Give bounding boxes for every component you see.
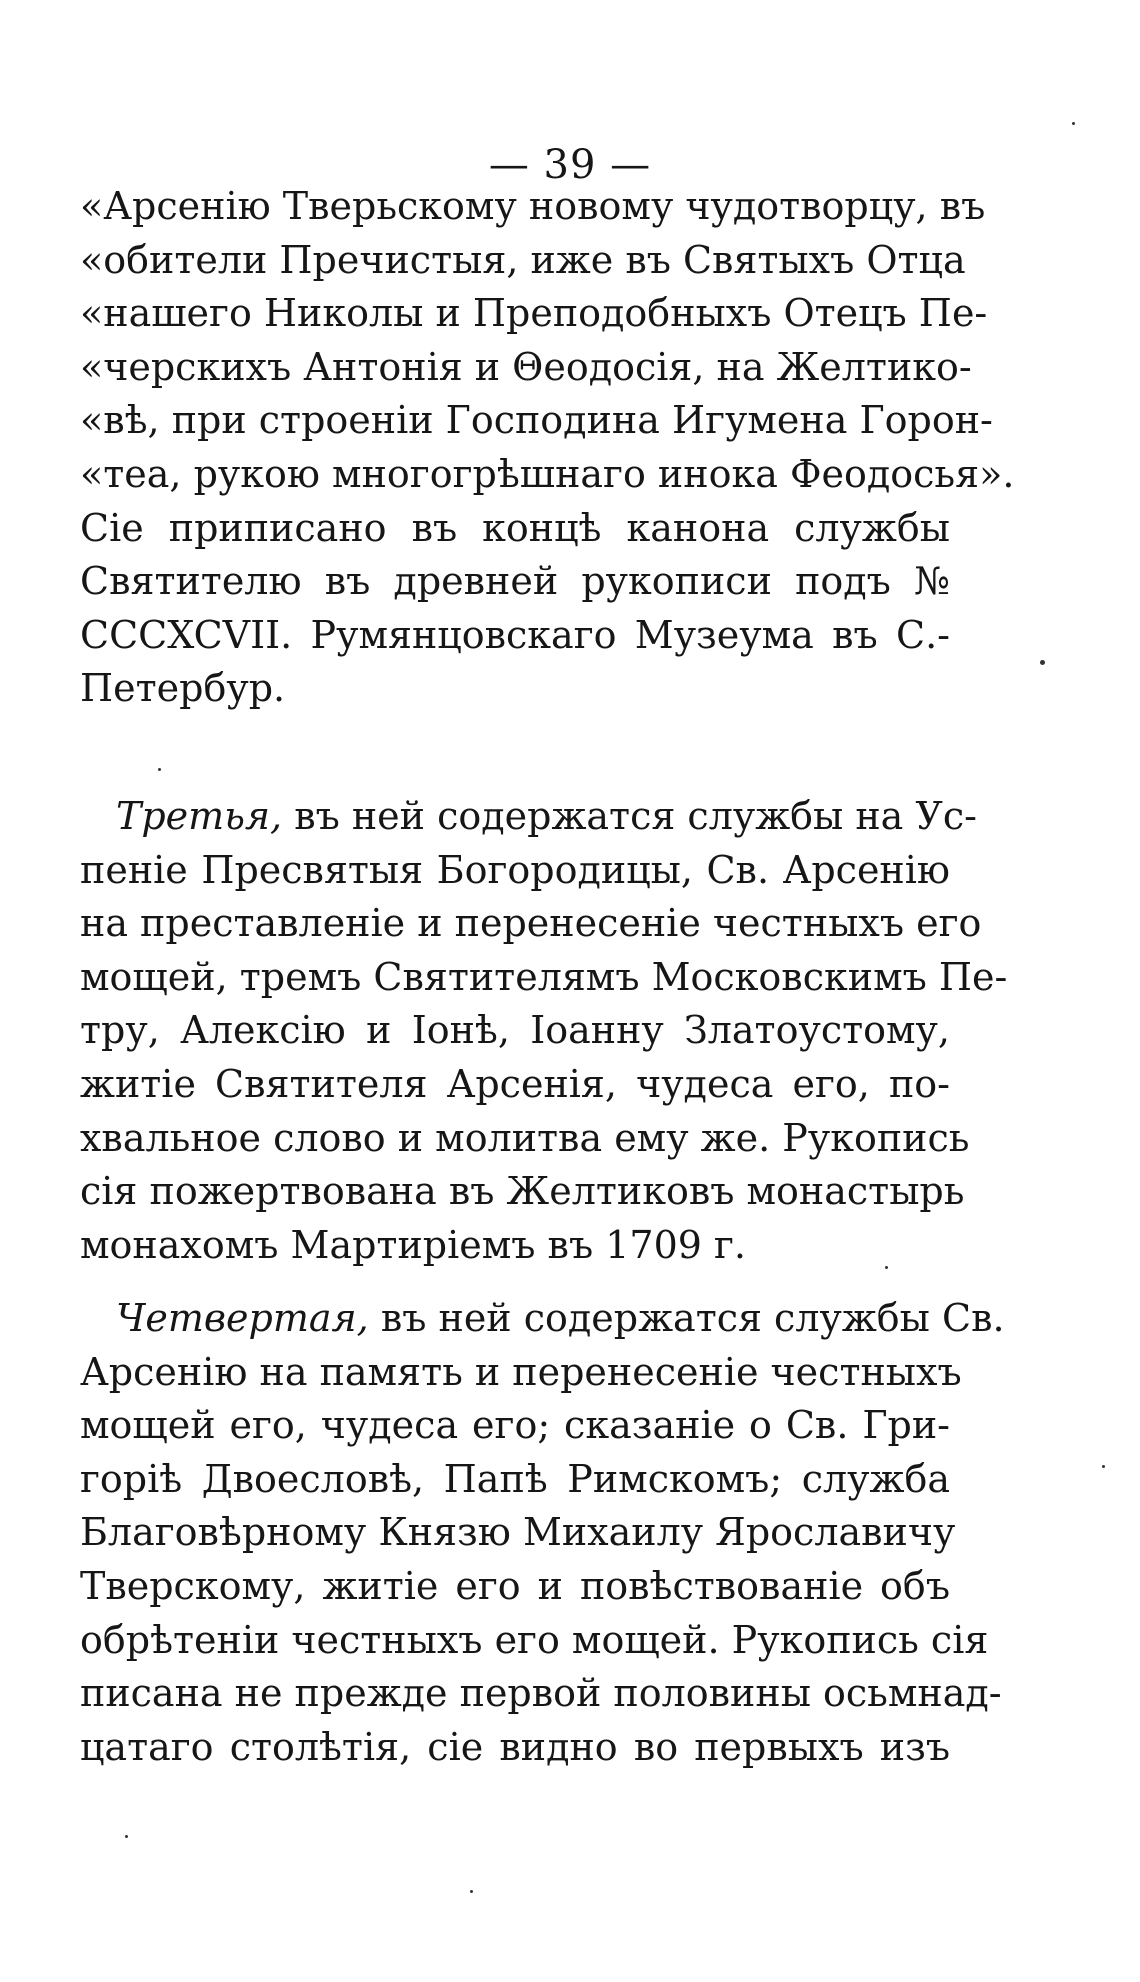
scan-speck [470,1890,473,1893]
text-line: хвальное слово и молитва ему же. Рукопись [80,1115,970,1160]
text-line: «вѣ, при строеніи Господина Игумена Горон- [80,398,993,443]
text-line: мощей, тремъ Святителямъ Московскимъ Пе- [80,954,1008,999]
text-line: на преставленіе и перенесеніе честныхъ его [80,901,982,946]
text-line: «теа, рукою многогрѣшнаго инока Феодосья». [80,451,1015,496]
text-line: Святителю въ древней рукописи подъ № [80,559,950,604]
text-line [80,1292,1005,1346]
text-line: «Арсенію Тверьскому новому чудотворцу, въ [80,184,986,228]
text-line: цатаго столѣтія, сіе видно во первыхъ изъ [80,1724,950,1769]
text-line: обрѣтеніи честныхъ его мощей. Рукопись сія [80,1617,989,1662]
text-line: Сіе приписано въ концѣ канона службы [80,505,950,550]
scan-speck [1102,1465,1105,1468]
text-line: писана не прежде первой половины осьмнад- [80,1671,1002,1716]
text-line: пеніе Пресвятыя Богородицы, Св. Арсенію [80,847,950,892]
text-line: монахомъ Мартиріемъ въ 1709 г. [80,1222,746,1267]
paragraph-lead-word: Четвертая, [116,1296,369,1340]
text-line: «черскихъ Антонія и Θеодосія, на Желтико- [80,344,972,389]
text-line: «обители Пречистыя, иже въ Святыхъ Отца [80,237,966,282]
paragraph-2 [80,790,1008,1272]
text-line [80,790,977,844]
paragraph-lead-word: Третья, [116,794,283,838]
text-line: CCCXCVII. Румянцовскаго Музеума въ С.- [80,612,950,657]
text-fragment: въ ней содержатся службы Св. [368,1296,1005,1340]
scan-speck [158,768,161,771]
text-line: Петербур. [80,666,286,711]
text-line: Благовѣрному Князю Михаилу Ярославичу [80,1510,956,1555]
scan-speck [125,1835,128,1838]
paragraph-1 [80,180,1015,716]
text-line: «нашего Николы и Преподобныхъ Отецъ Пе- [80,291,988,336]
text-line: тру, Алексію и Іонѣ, Іоанну Златоустому, [80,1008,950,1053]
scan-speck [1040,660,1045,665]
text-line: сія пожертвована въ Желтиковъ монастырь [80,1169,965,1214]
text-line: мощей его, чудеса его; сказаніе о Св. Гри- [80,1403,950,1448]
text-fragment: въ ней содержатся службы на Ус- [282,794,977,838]
text-line: Тверскому, житіе его и повѣствованіе объ [80,1563,950,1608]
text-line: горіѣ Двоесловѣ, Папѣ Римскомъ; служба [80,1456,950,1501]
page-number: — 39 — [488,142,652,188]
paragraph-3 [80,1292,1005,1774]
scan-speck [1072,122,1075,125]
text-line: Арсенію на память и перенесеніе честныхъ [80,1349,962,1394]
text-line: житіе Святителя Арсенія, чудеса его, по- [80,1061,950,1106]
scan-speck [885,1266,888,1269]
